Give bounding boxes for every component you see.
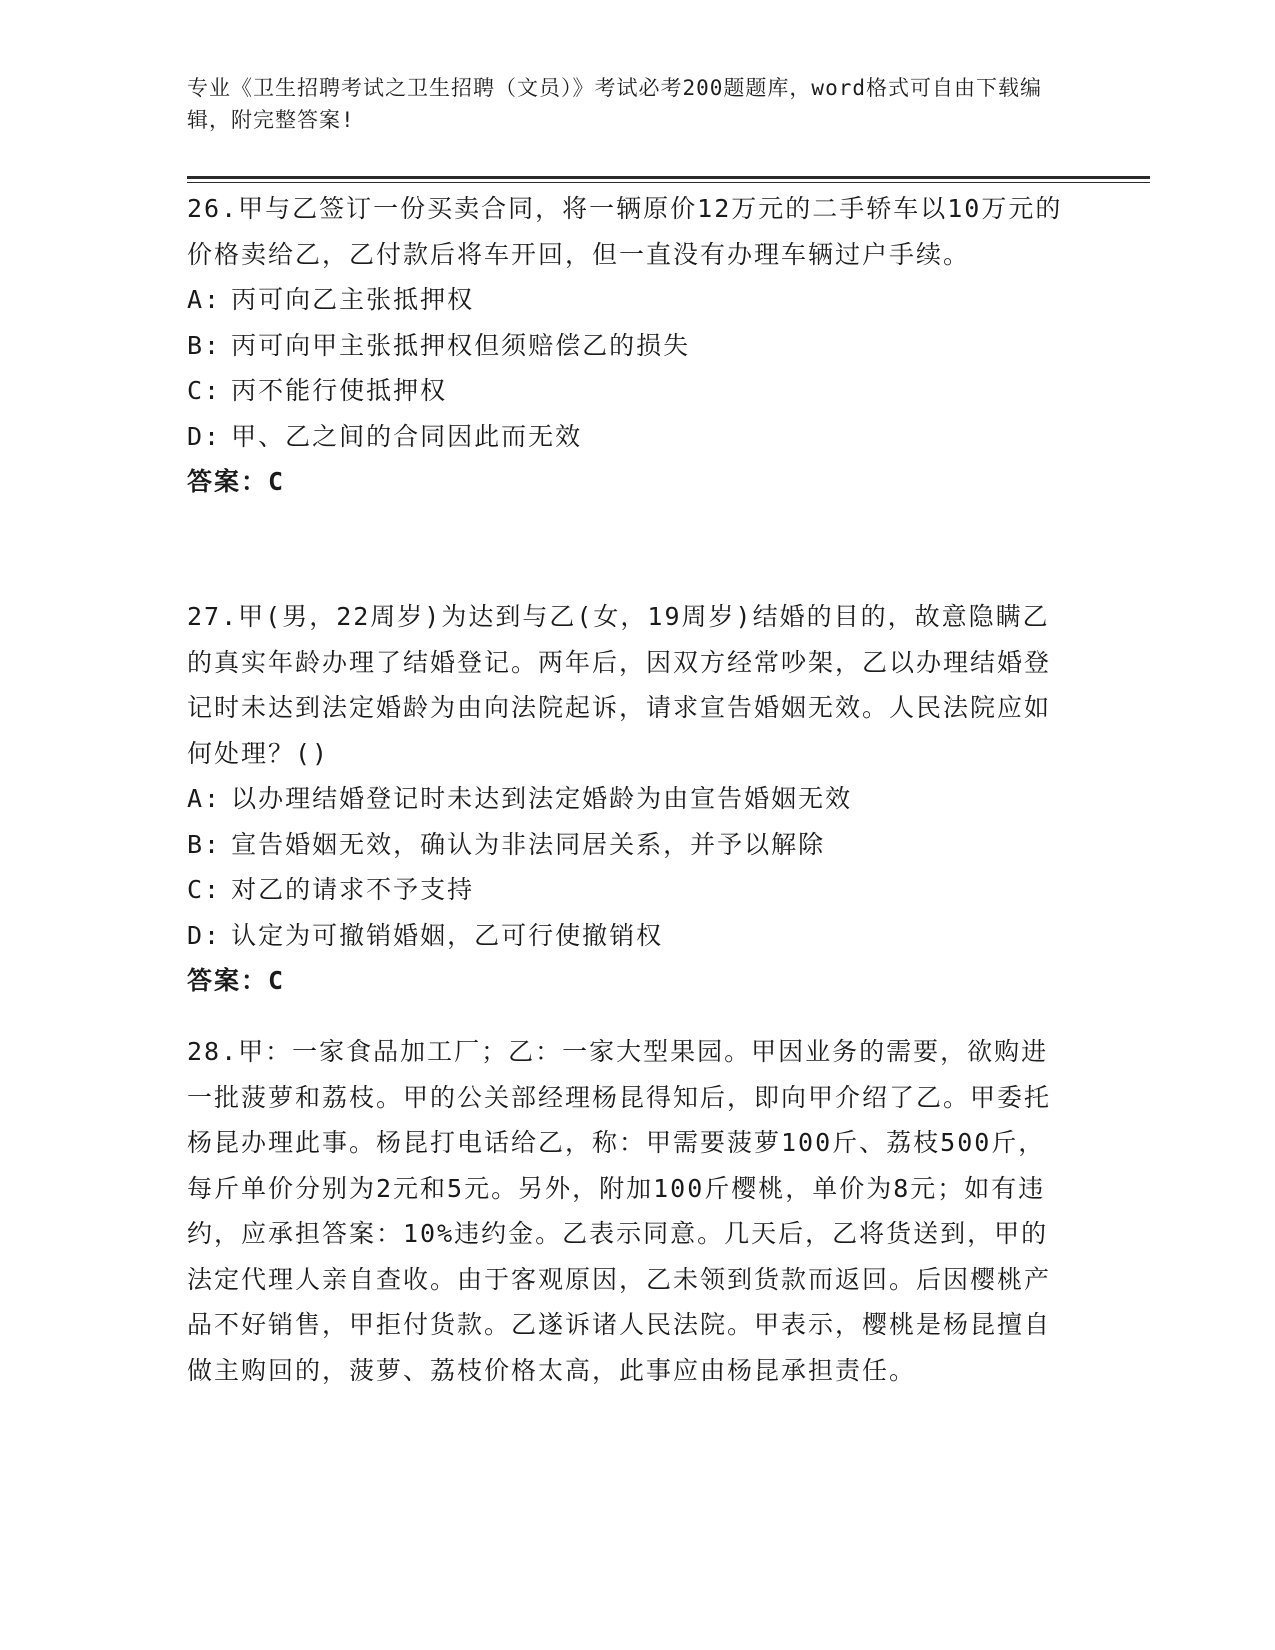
question-27	[187, 594, 1067, 1004]
option-letter: B:	[187, 330, 222, 360]
answer-label: 答案：	[187, 467, 269, 496]
option-text: 丙不能行使抵押权	[231, 376, 448, 405]
header-rule-thin	[187, 182, 1150, 183]
option-text: 丙可向乙主张抵押权	[231, 285, 475, 314]
option-letter: A:	[187, 285, 222, 314]
question-28	[187, 1029, 1067, 1393]
question-stem: 28.甲：一家食品加工厂；乙：一家大型果园。甲因业务的需要，欲购进一批菠萝和荔枝。甲的公关部经理杨昆得知后，即向甲介绍了乙。甲委托杨昆办理此事。杨昆打电话给乙，称：甲需要菠萝100斤、荔枝500斤，每斤单价分别为2元和5元。另外，附加100斤樱桃，单价为8元；如有违约，应承担答案：10%违约金。乙表示同意。几天后，乙将货送到，甲的法定代理人亲自查收。由于客观原因，乙未领到货款而返回。后因樱桃产品不好销售，甲拒付货款。乙遂诉诸人民法院。甲表示，樱桃是杨昆擅自做主购回的，菠萝、荔枝价格太高，此事应由杨昆承担责任。	[187, 1037, 1052, 1385]
option-letter: D:	[187, 920, 222, 950]
answer-line	[187, 958, 1067, 1004]
option-a	[187, 776, 1067, 822]
option-letter: D:	[187, 421, 222, 451]
option-b	[187, 822, 1067, 868]
answer-line	[187, 459, 1067, 505]
option-text: 认定为可撤销婚姻，乙可行使撤销权	[231, 920, 664, 950]
option-a	[187, 277, 1067, 323]
question-26	[187, 186, 1067, 505]
option-letter: C:	[187, 875, 222, 904]
option-letter: A:	[187, 784, 222, 813]
option-c	[187, 867, 1067, 913]
question-stem: 27.甲(男，22周岁)为达到与乙(女，19周岁)结婚的目的，故意隐瞒乙的真实年龄办理了结婚登记。两年后，因双方经常吵架，乙以办理结婚登记时未达到法定婚龄为由向法院起诉，请求宣告婚姻无效。人民法院应如何处理？()	[187, 602, 1052, 768]
question-stem: 26.甲与乙签订一份买卖合同，将一辆原价12万元的二手轿车以10万元的价格卖给乙，乙付款后将车开回，但一直没有办理车辆过户手续。	[187, 194, 1063, 269]
option-text: 丙可向甲主张抵押权但须赔偿乙的损失	[231, 330, 691, 360]
answer-value: C	[268, 467, 286, 496]
option-text: 对乙的请求不予支持	[231, 875, 475, 904]
option-letter: C:	[187, 376, 222, 405]
option-b	[187, 323, 1067, 369]
option-text: 以办理结婚登记时未达到法定婚龄为由宣告婚姻无效	[231, 784, 853, 813]
option-list	[187, 776, 1067, 958]
option-text: 宣告婚姻无效，确认为非法同居关系，并予以解除	[231, 829, 826, 859]
option-text: 甲、乙之间的合同因此而无效	[231, 421, 583, 451]
option-d	[187, 913, 1067, 959]
answer-label: 答案：	[187, 966, 269, 995]
document-header: 专业《卫生招聘考试之卫生招聘（文员）》考试必考200题题库，word格式可自由下载编辑，附完整答案!	[187, 76, 1042, 132]
option-list	[187, 277, 1067, 459]
option-letter: B:	[187, 829, 222, 859]
option-d	[187, 414, 1067, 460]
answer-value: C	[268, 966, 286, 995]
option-c	[187, 368, 1067, 414]
header-rule-thick	[187, 176, 1150, 179]
